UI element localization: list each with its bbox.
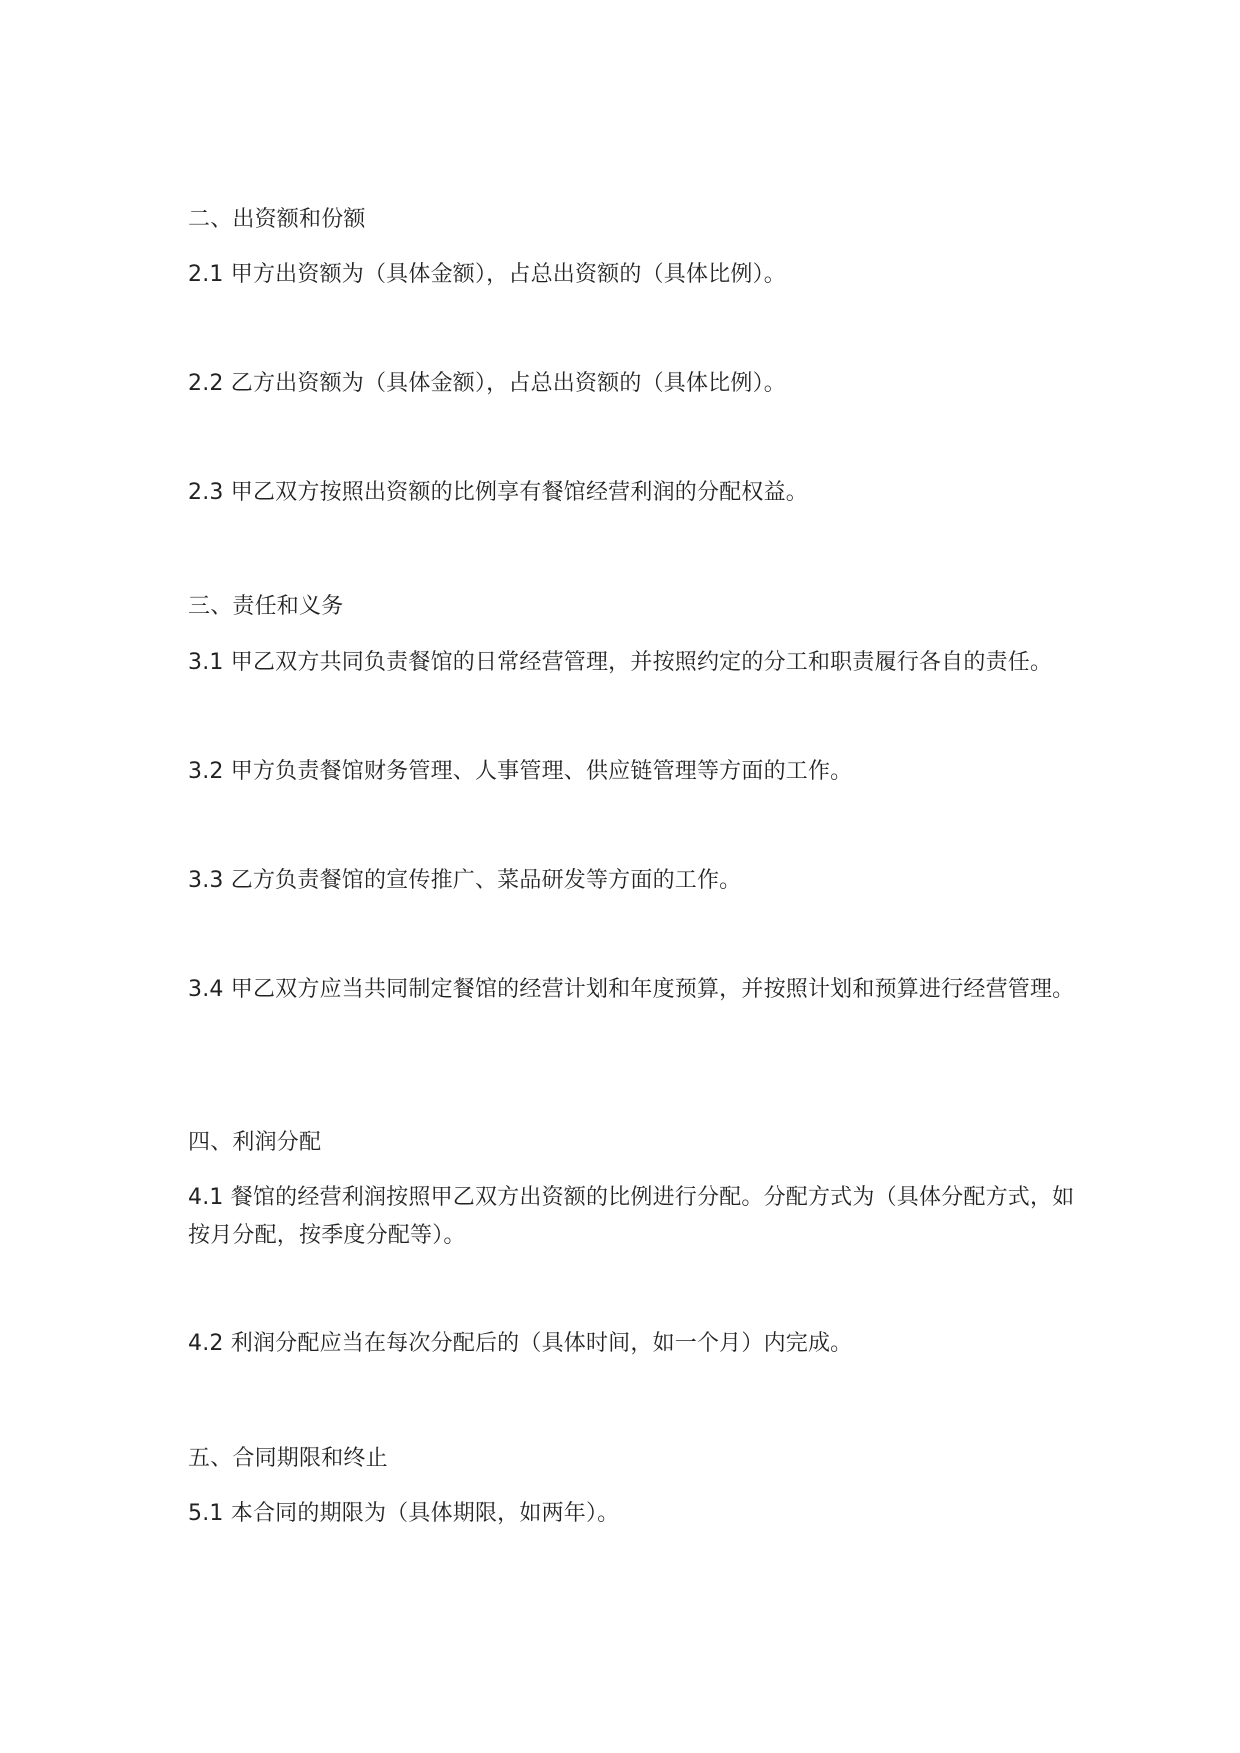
clause-2-3: 2.3 甲乙双方按照出资额的比例享有餐馆经营利润的分配权益。	[188, 480, 808, 505]
clause-4-1: 4.1 餐馆的经营利润按照甲乙双方出资额的比例进行分配。分配方式为（具体分配方式，如按月分配，按季度分配等）。	[188, 1185, 1075, 1248]
clause-3-3: 3.3 乙方负责餐馆的宣传推广、菜品研发等方面的工作。	[188, 868, 742, 893]
clause-3-4: 3.4 甲乙双方应当共同制定餐馆的经营计划和年度预算，并按照计划和预算进行经营管理。	[188, 977, 1075, 1002]
clause-2-1: 2.1 甲方出资额为（具体金额），占总出资额的（具体比例）。	[188, 262, 786, 287]
clause-3-1: 3.1 甲乙双方共同负责餐馆的日常经营管理，并按照约定的分工和职责履行各自的责任。	[188, 650, 1053, 675]
section-heading-3: 三、责任和义务	[188, 594, 344, 619]
section-heading-2: 二、出资额和份额	[188, 207, 366, 232]
section-heading-5: 五、合同期限和终止	[188, 1446, 388, 1471]
clause-4-2: 4.2 利润分配应当在每次分配后的（具体时间，如一个月）内完成。	[188, 1331, 853, 1356]
clause-5-1: 5.1 本合同的期限为（具体期限，如两年）。	[188, 1501, 620, 1526]
clause-3-2: 3.2 甲方负责餐馆财务管理、人事管理、供应链管理等方面的工作。	[188, 759, 853, 784]
clause-2-2: 2.2 乙方出资额为（具体金额），占总出资额的（具体比例）。	[188, 371, 786, 396]
section-heading-4: 四、利润分配	[188, 1130, 322, 1155]
